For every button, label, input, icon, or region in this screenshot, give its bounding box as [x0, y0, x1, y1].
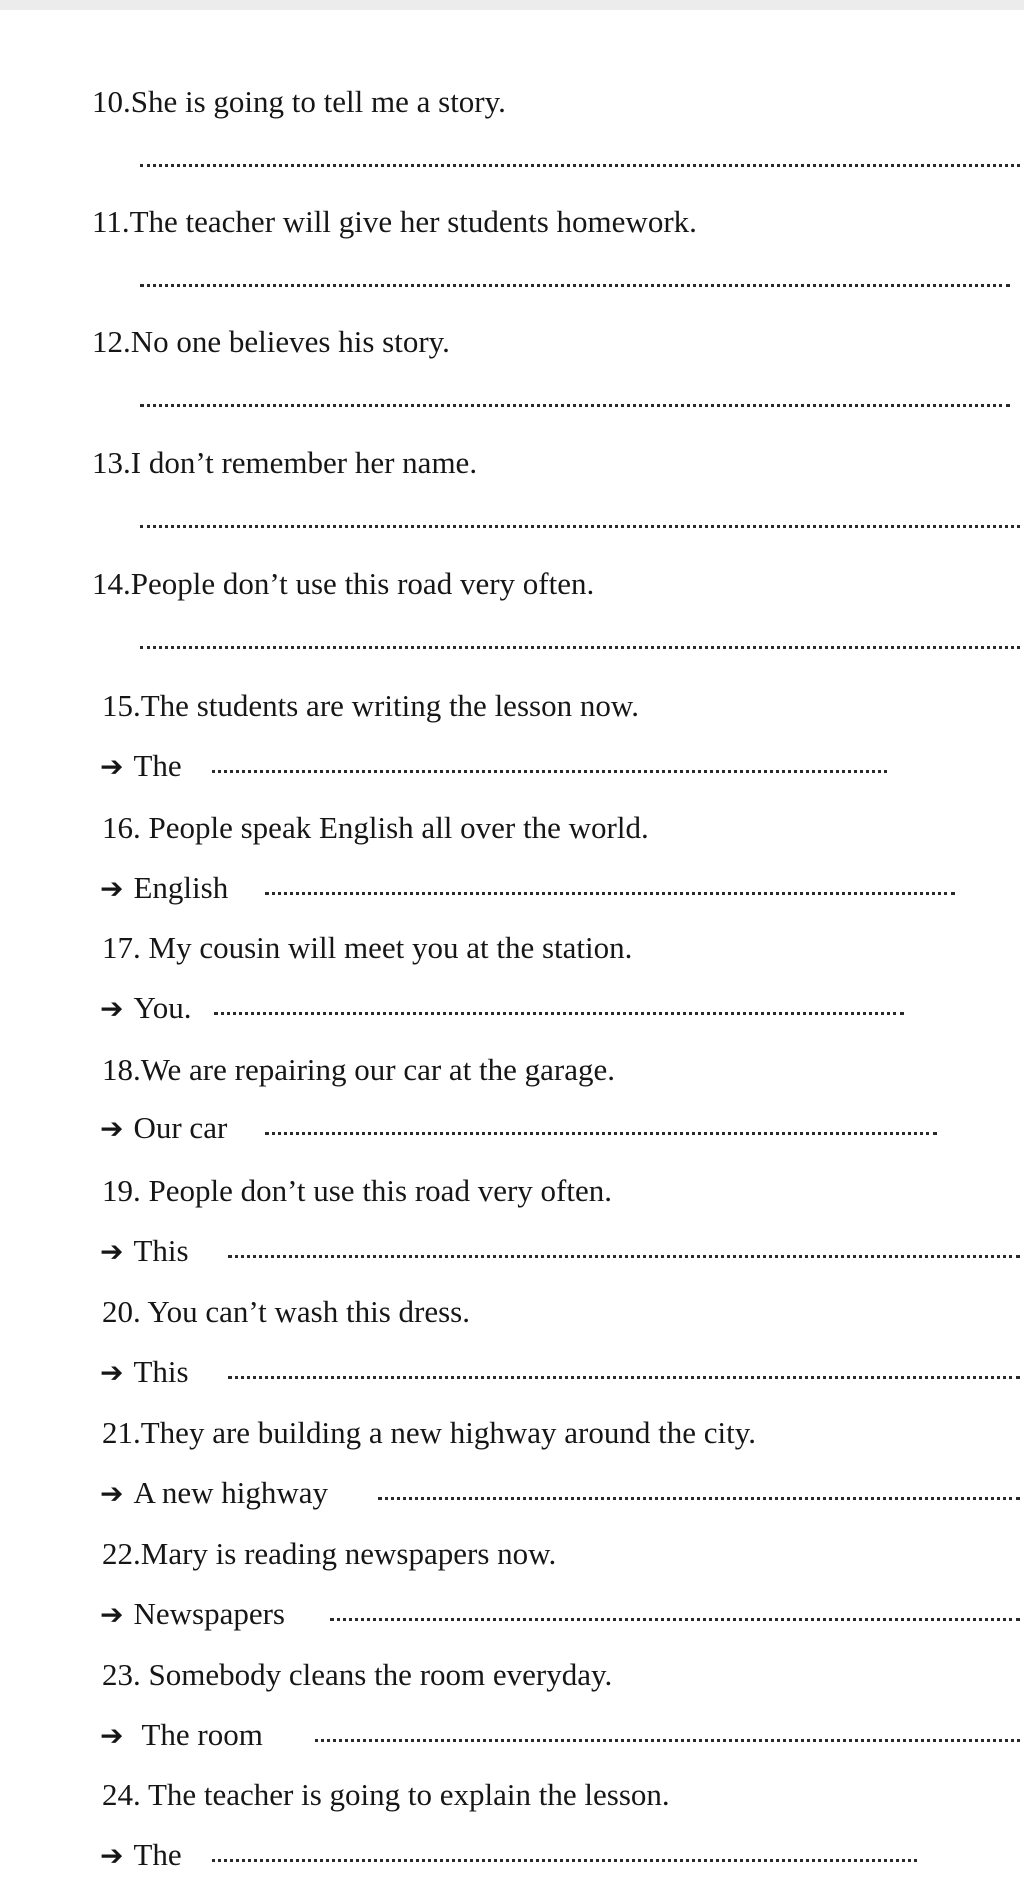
exercise-sentence: 10.She is going to tell me a story.: [92, 84, 506, 119]
arrow-right-icon: ➔: [100, 872, 124, 905]
exercise-sentence: 16. People speak English all over the world.: [102, 810, 649, 845]
answer-line[interactable]: [265, 1128, 937, 1135]
answer-line[interactable]: [265, 888, 955, 895]
exercise-sentence: 21.They are building a new highway around the city.: [102, 1415, 756, 1450]
answer-prompt: [100, 1835, 182, 1876]
answer-prompt: [100, 1473, 328, 1514]
answer-line[interactable]: [212, 766, 887, 773]
exercise-11: [0, 120, 1024, 240]
answer-line[interactable]: [140, 642, 1020, 649]
arrow-right-icon: ➔: [100, 1839, 124, 1872]
answer-prompt: [100, 1594, 285, 1635]
exercise-sentence: 22.Mary is reading newspapers now.: [102, 1536, 557, 1571]
answer-line[interactable]: [214, 1008, 904, 1015]
answer-prompt: [100, 988, 192, 1029]
answer-starter: The room: [141, 1717, 263, 1752]
answer-line[interactable]: [228, 1251, 1020, 1258]
exercise-sentence: 15.The students are writing the lesson now.: [102, 688, 639, 723]
answer-starter: The: [133, 748, 182, 783]
answer-prompt: [100, 746, 182, 787]
exercise-12: [0, 240, 1024, 360]
answer-prompt: [100, 1352, 189, 1393]
arrow-right-icon: ➔: [100, 1112, 124, 1145]
exercise-sentence: 11.The teacher will give her students homework.: [92, 204, 697, 239]
exercise-14: [0, 482, 1024, 602]
arrow-right-icon: ➔: [100, 750, 124, 783]
answer-prompt: [100, 1231, 189, 1272]
answer-starter: Newspapers: [133, 1596, 285, 1631]
arrow-right-icon: ➔: [100, 992, 124, 1025]
answer-line[interactable]: [378, 1493, 1020, 1500]
exercise-sentence: 24. The teacher is going to explain the lesson.: [102, 1777, 670, 1812]
answer-starter: Our car: [133, 1110, 228, 1145]
exercise-sentence: 17. My cousin will meet you at the station.: [102, 930, 633, 965]
exercise-sentence: 13.I don’t remember her name.: [92, 445, 478, 480]
answer-line[interactable]: [228, 1372, 1020, 1379]
answer-starter: You.: [133, 990, 192, 1025]
answer-starter: The: [133, 1837, 182, 1872]
arrow-right-icon: ➔: [100, 1235, 124, 1268]
answer-line[interactable]: [315, 1735, 1020, 1742]
exercise-sentence: 20. You can’t wash this dress.: [102, 1294, 470, 1329]
answer-starter: This: [133, 1233, 189, 1268]
arrow-right-icon: ➔: [100, 1356, 124, 1389]
answer-starter: A new highway: [133, 1475, 329, 1510]
answer-prompt: [100, 1108, 227, 1149]
exercise-10: [0, 0, 1024, 120]
answer-prompt: [100, 868, 228, 909]
answer-starter: This: [133, 1354, 189, 1389]
exercise-sentence: 23. Somebody cleans the room everyday.: [102, 1657, 613, 1692]
answer-starter: English: [133, 870, 229, 905]
arrow-right-icon: ➔: [100, 1477, 124, 1510]
exercise-sentence: 14.People don’t use this road very often.: [92, 566, 595, 601]
exercise-sentence: 18.We are repairing our car at the garage.: [102, 1052, 616, 1087]
arrow-right-icon: ➔: [100, 1719, 124, 1752]
answer-line[interactable]: [330, 1614, 1020, 1621]
exercise-13: [0, 361, 1024, 481]
answer-prompt: [100, 1715, 263, 1756]
answer-line[interactable]: [212, 1855, 917, 1862]
exercise-sentence: 19. People don’t use this road very often.: [102, 1173, 612, 1208]
arrow-right-icon: ➔: [100, 1598, 124, 1631]
exercise-sentence: 12.No one believes his story.: [92, 324, 450, 359]
